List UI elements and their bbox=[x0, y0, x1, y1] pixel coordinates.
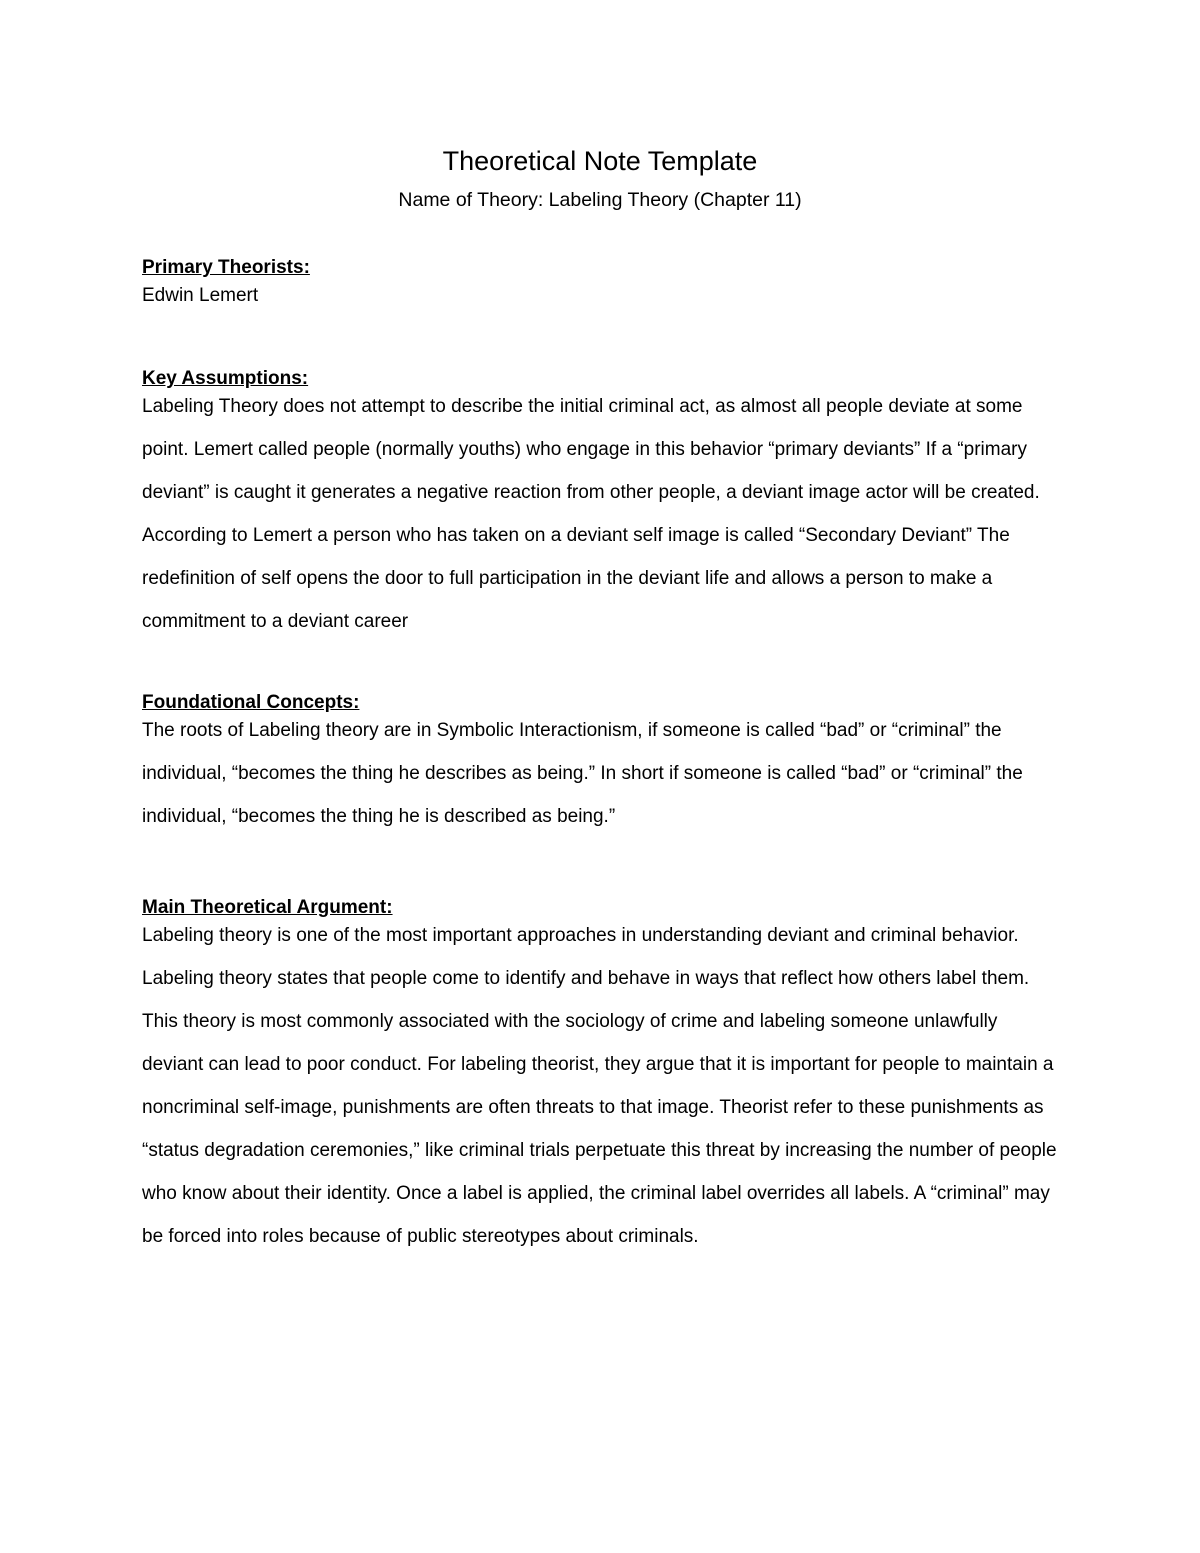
section-body: Labeling Theory does not attempt to describe the initial criminal act, as almost all people deviate at some point. Lemert called people (normally youths) who engage in this behavior “primary deviants” If a “primary deviant” is caught it generates a negative reaction from other people, a deviant image actor will be created. According to Lemert a person who has taken on a deviant self image is called “Secondary Deviant” The redefinition of self opens the door to full participation in the deviant life and allows a person to make a commitment to a deviant career bbox=[142, 396, 1040, 632]
section-body: Labeling theory is one of the most important approaches in understanding deviant and criminal behavior. Labeling theory states that people come to identify and behave in ways that reflect how others label them. This theory is most commonly associated with the sociology of crime and labeling someone unlawfully deviant can lead to poor conduct. For labeling theorist, they argue that it is important for people to maintain a noncriminal self-image, punishments are often threats to that image. Theorist refer to these punishments as “status degradation ceremonies,” like criminal trials perpetuate this threat by increasing the number of people who know about their identity. Once a label is applied, the criminal label overrides all labels. A “criminal” may be forced into roles because of public stereotypes about criminals. bbox=[142, 925, 1057, 1247]
section-foundational-concepts bbox=[142, 689, 1062, 838]
section-heading: Key Assumptions: bbox=[142, 368, 309, 389]
section-body: Edwin Lemert bbox=[142, 285, 259, 306]
section-primary-theorists bbox=[142, 254, 1062, 310]
page-subtitle: Name of Theory: Labeling Theory (Chapter 11) bbox=[398, 189, 802, 211]
section-heading: Primary Theorists: bbox=[142, 257, 310, 278]
page-title: Theoretical Note Template bbox=[442, 146, 758, 176]
section-key-assumptions bbox=[142, 365, 1062, 643]
section-heading: Main Theoretical Argument: bbox=[142, 897, 393, 918]
section-body: The roots of Labeling theory are in Symbolic Interactionism, if someone is called “bad” or “criminal” the individual, “becomes the thing he describes as being.” In short if someone is called “bad” or “criminal” the individual, “becomes the thing he is described as being.” bbox=[142, 720, 1023, 827]
section-heading: Foundational Concepts: bbox=[142, 692, 360, 713]
section-main-argument bbox=[142, 894, 1062, 1258]
